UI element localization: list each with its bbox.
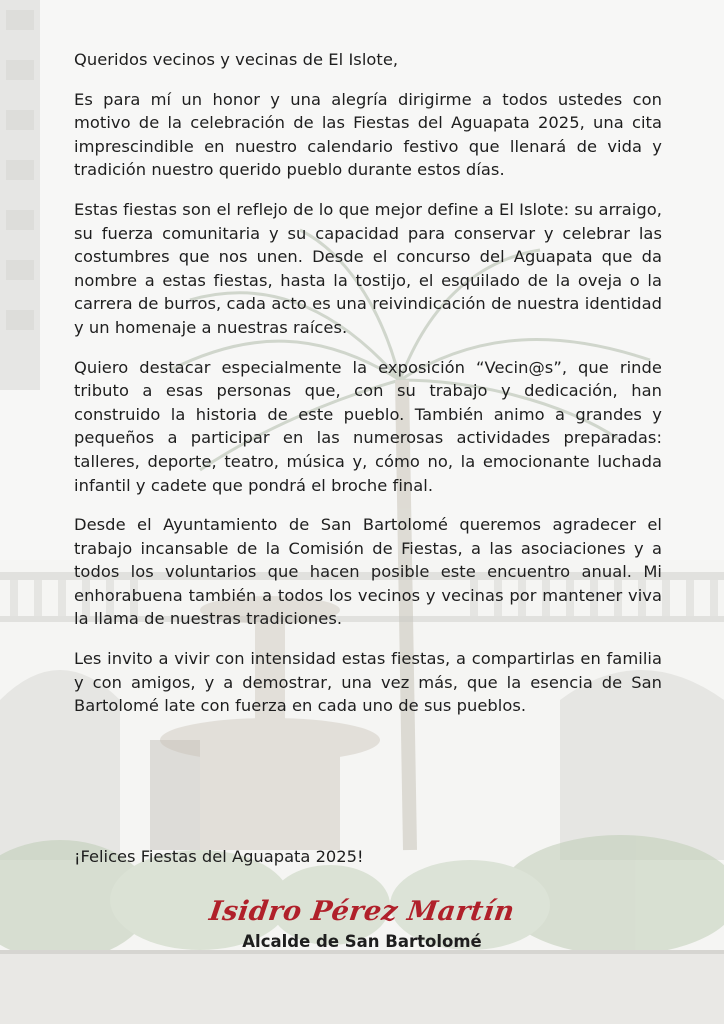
- building-tower: [0, 0, 40, 390]
- paragraph-3: Quiero destacar especialmente la exposición “Vecin@s”, que rinde tributo a esas personas que, con su trabajo y dedicación, han construido la historia de este pueblo. También animo a grandes y pequeños a participar en las numerosas actividades preparadas: talleres, deporte, teatro, música y, cómo no, la emocionante luchada infantil y cadete que pondrá el broche final.: [74, 357, 662, 495]
- paragraph-2: Estas fiestas son el reflejo de lo que mejor define a El Islote: su arraigo, su fuerza comunitaria y su capacidad para conservar y celebrar las costumbres que nos unen. Desde el concurso del Aguapata que da nombre a estas fiestas, hasta la tostijo, el esquilado de la oveja o la carrera de burros, cada acto es una reivindicación de nuestra identidad y un homenaje a nuestras raíces.: [74, 199, 662, 337]
- paragraph-5: Les invito a vivir con intensidad estas fiestas, a compartirlas en familia y con amigos, y a demostrar, una vez más, que la esencia de San Bartolomé late con fuerza en cada uno de sus pueblos.: [74, 649, 662, 716]
- signer-role: Alcalde de San Bartolomé: [242, 932, 482, 951]
- closing-line: ¡Felices Fiestas del Aguapata 2025!: [74, 847, 364, 866]
- signature: Isidro Pérez Martín: [207, 896, 517, 927]
- paragraph-1: Es para mí un honor y una alegría dirigirme a todos ustedes con motivo de la celebración de las Fiestas del Aguapata 2025, una cita imprescindible en nuestro calendario festivo que llenará de vida y tradición nuestro querido pueblo durante estos días.: [74, 89, 662, 180]
- greeting: Queridos vecinos y vecinas de El Islote,: [74, 50, 399, 69]
- letter-body: [74, 48, 662, 734]
- paragraph-4: Desde el Ayuntamiento de San Bartolomé queremos agradecer el trabajo incansable de la Comisión de Fiestas, a las asociaciones y a todos los voluntarios que hacen posible este encuentro anual. Mi enhorabuena también a todos los vecinos y vecinas por mantener viva la llama de nuestras tradiciones.: [74, 515, 662, 629]
